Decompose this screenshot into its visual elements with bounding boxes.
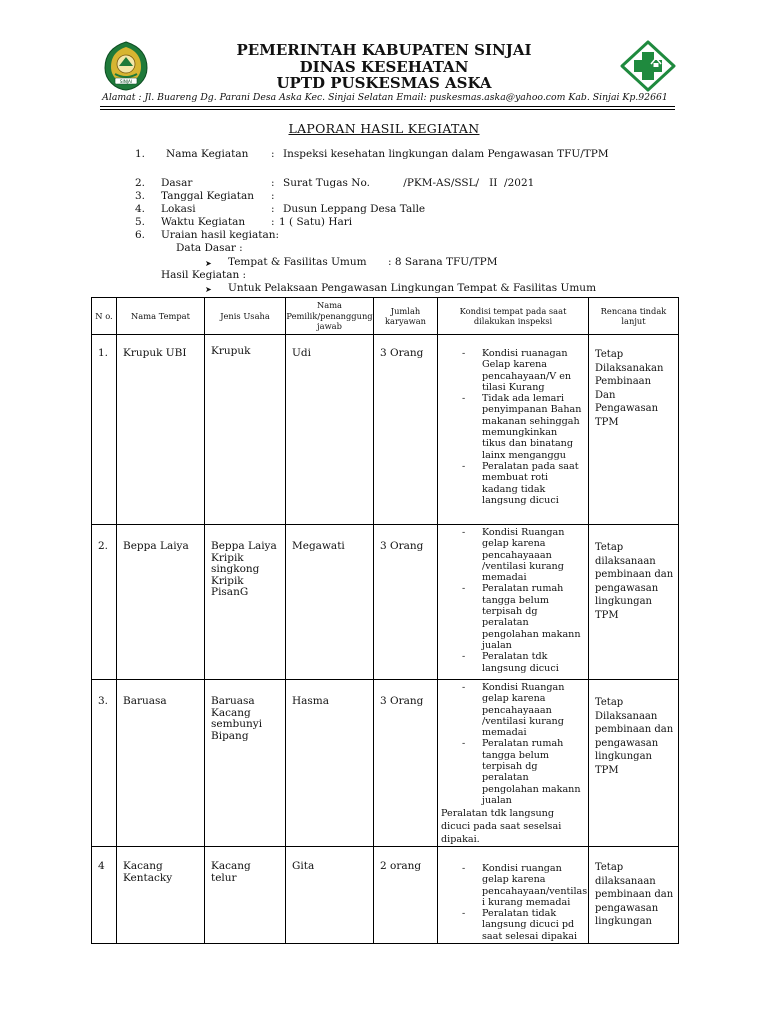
table-row <box>92 847 679 944</box>
cell-rencana: Tetap Dilaksanaan pembinaan dan pengawasan lingkungan TPM <box>595 697 674 776</box>
cell-karyawan: 2 orang <box>380 860 422 872</box>
item-2-value: Surat Tugas No. /PKM-AS/SSL/ II /2021 <box>283 177 535 189</box>
report-title: LAPORAN HASIL KEGIATAN <box>288 121 480 136</box>
header-rencana: Rencana tindak lanjut <box>589 298 679 335</box>
cell-pemilik: Hasma <box>292 695 330 707</box>
table-row <box>92 335 679 525</box>
header-karyawan: Jumlah karyawan <box>374 298 438 335</box>
cell-jenis-usaha: Beppa Laiya Kripik singkong Kripik PisanG <box>211 540 277 598</box>
arrow-bullet-icon: ➤ <box>205 285 212 294</box>
data-dasar-label: Data Dasar : <box>176 242 243 254</box>
header-nama-tempat: Nama Tempat <box>117 298 205 335</box>
kondisi-item: - Kondisi ruangan gelap karena pencahayaan/ventilas i kurang memadai <box>438 863 584 908</box>
cell-rencana: Tetap dilaksanaan pembinaan dan pengawasan lingkungan <box>595 862 674 927</box>
cell-nama-tempat: Krupuk UBI <box>123 347 187 359</box>
item-1-label: Nama Kegiatan <box>166 148 249 160</box>
letterhead-line-2: DINAS KESEHATAN <box>299 57 469 76</box>
cell-pemilik: Gita <box>292 860 315 872</box>
cell-nama-tempat: Beppa Laiya <box>123 540 189 552</box>
cell-karyawan: 3 Orang <box>380 347 424 359</box>
kondisi-note: Peralatan tdk langsung dicuci pada saat seselsai dipakai. <box>441 808 562 845</box>
letterhead-line-1: PEMERINTAH KABUPATEN SINJAI <box>236 41 532 59</box>
cell-kondisi <box>438 525 588 679</box>
item-2-number: 2. <box>135 177 146 189</box>
item-1-number: 1. <box>135 148 146 160</box>
kondisi-item: - Kondisi Ruangan gelap karena pencahayaaan /ventilasi kurang memadai <box>438 527 584 583</box>
item-4-value: Dusun Leppang Desa Talle <box>283 203 426 215</box>
kondisi-item: - Kondisi Ruangan gelap karena pencahayaaan /ventilasi kurang memadai <box>438 682 584 738</box>
kondisi-item: - Peralatan rumah tangga belum terpisah dg peralatan pengolahan makann jualan <box>438 738 584 806</box>
kondisi-item: - Peralatan tidak langsung dicuci pd saat selesai dipakai <box>438 908 584 942</box>
sinjai-emblem-icon <box>101 40 151 92</box>
item-4-number: 4. <box>135 203 146 215</box>
item-2-colon: : <box>271 177 275 189</box>
cell-kondisi <box>438 847 588 943</box>
item-1-colon: : <box>271 148 275 160</box>
inspection-table <box>91 297 679 944</box>
cell-nama-tempat: Kacang Kentacky <box>123 860 173 884</box>
table-row <box>92 525 679 680</box>
kondisi-item: - Peralatan pada saat membuat roti kadang tidak langsung dicuci <box>438 461 584 506</box>
letterhead-address: Alamat : Jl. Buareng Dg. Parani Desa Aska Kec. Sinjai Selatan Email: puskesmas.aska@yahoo.com Kab. Sinjai Kp.92661 <box>102 92 668 103</box>
cell-karyawan: 3 Orang <box>380 540 424 552</box>
cell-jenis-usaha: Kacang telur <box>211 860 251 884</box>
cell-rencana: Tetap Dilaksanakan Pembinaan Dan Pengawasan TPM <box>595 349 664 428</box>
arrow-bullet-icon: ➤ <box>205 259 212 268</box>
item-3-number: 3. <box>135 190 146 202</box>
item-3-colon: : <box>271 190 275 202</box>
cell-no: 3. <box>98 695 109 707</box>
cell-no: 1. <box>98 347 109 359</box>
kondisi-item: - Tidak ada lemari penyimpanan Bahan makanan sehinggah memungkinkan tikus dan binatang lainx menganggu <box>438 393 584 461</box>
cell-jenis-usaha: Krupuk <box>211 345 251 357</box>
cell-pemilik: Udi <box>292 347 311 359</box>
item-5-number: 5. <box>135 216 146 228</box>
item-6-number: 6. <box>135 229 146 241</box>
cell-kondisi <box>438 335 588 523</box>
item-2-label: Dasar <box>161 177 193 189</box>
item-5-colon: : <box>271 216 275 228</box>
item-1-value: Inspeksi kesehatan lingkungan dalam Pengawasan TFU/TPM <box>283 148 609 160</box>
letterhead <box>150 42 618 92</box>
cell-no: 2. <box>98 540 109 552</box>
tempat-fasilitas-label: Tempat & Fasilitas Umum <box>228 256 367 268</box>
cell-rencana: Tetap dilaksanaan pembinaan dan pengawasan lingkungan TPM <box>595 542 674 621</box>
hasil-kegiatan-label: Hasil Kegiatan : <box>161 269 247 281</box>
item-5-value: 1 ( Satu) Hari <box>279 216 353 228</box>
item-4-label: Lokasi <box>161 203 196 215</box>
letterhead-rule <box>100 106 675 110</box>
kondisi-item: - Peralatan tdk langsung dicuci <box>438 651 584 674</box>
cell-pemilik: Megawati <box>292 540 345 552</box>
cell-no: 4 <box>98 860 105 872</box>
cell-jenis-usaha: Baruasa Kacang sembunyi Bipang <box>211 695 263 742</box>
item-3-label: Tanggal Kegiatan <box>161 190 254 202</box>
puskesmas-logo-icon <box>620 40 676 92</box>
tempat-fasilitas-value: : 8 Sarana TFU/TPM <box>388 256 498 268</box>
header-jenis-usaha: Jenis Usaha <box>205 298 286 335</box>
item-6-label: Uraian hasil kegiatan: <box>161 229 280 241</box>
table-header-row <box>92 298 679 335</box>
letterhead-line-3: UPTD PUSKESMAS ASKA <box>276 74 492 92</box>
emblem-text: SINJAI <box>119 78 133 84</box>
header-no: N o. <box>92 298 117 335</box>
cell-karyawan: 3 Orang <box>380 695 424 707</box>
untuk-pelaksanaan-text: Untuk Pelaksaan Pengawasan Lingkungan Tempat & Fasilitas Umum <box>228 282 597 294</box>
cell-kondisi <box>438 680 588 845</box>
table-row <box>92 680 679 847</box>
kondisi-item: - Peralatan rumah tangga belum terpisah dg peralatan pengolahan makann jualan <box>438 583 584 651</box>
header-kondisi: Kondisi tempat pada saat dilakukan inspeksi <box>438 298 589 335</box>
cell-nama-tempat: Baruasa <box>123 695 167 707</box>
item-4-colon: : <box>271 203 275 215</box>
kondisi-item: - Kondisi ruanagan Gelap karena pencahayaan/V en tilasi Kurang <box>438 348 584 393</box>
item-5-label: Waktu Kegiatan <box>161 216 246 228</box>
header-pemilik: Nama Pemilik/penanggung jawab <box>286 298 374 335</box>
